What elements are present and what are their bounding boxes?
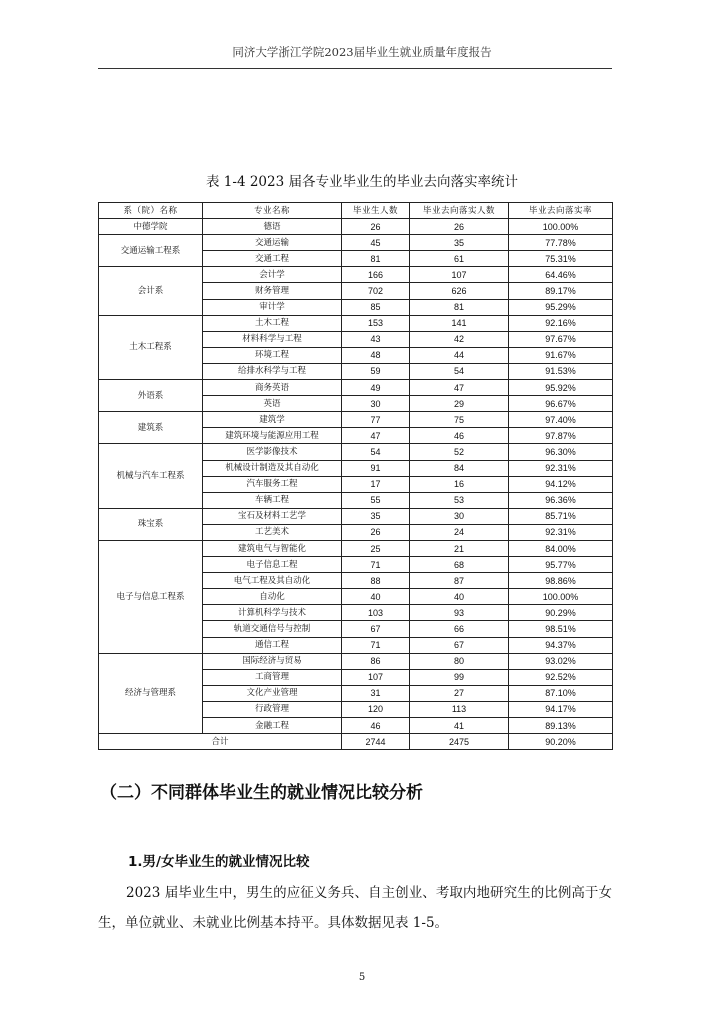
major-cell: 计算机科学与技术 xyxy=(203,605,342,621)
graduates-cell: 55 xyxy=(342,492,410,508)
major-cell: 自动化 xyxy=(203,589,342,605)
graduates-cell: 26 xyxy=(342,524,410,540)
column-header-placed: 毕业去向落实人数 xyxy=(410,203,509,219)
total-graduates: 2744 xyxy=(342,734,410,750)
placed-cell: 30 xyxy=(410,508,509,524)
table-row xyxy=(99,315,613,331)
graduates-cell: 25 xyxy=(342,540,410,556)
dept-cell: 会计系 xyxy=(99,267,203,315)
placed-cell: 44 xyxy=(410,347,509,363)
table-row xyxy=(99,235,613,251)
graduates-cell: 107 xyxy=(342,669,410,685)
rate-cell: 94.12% xyxy=(509,476,613,492)
dept-cell: 机械与汽车工程系 xyxy=(99,444,203,508)
placed-cell: 21 xyxy=(410,540,509,556)
major-cell: 审计学 xyxy=(203,299,342,315)
table-row xyxy=(99,219,613,235)
rate-cell: 64.46% xyxy=(509,267,613,283)
placed-cell: 27 xyxy=(410,685,509,701)
rate-cell: 96.36% xyxy=(509,492,613,508)
table-row xyxy=(99,540,613,556)
graduates-cell: 45 xyxy=(342,235,410,251)
rate-cell: 91.67% xyxy=(509,347,613,363)
placement-rate-table xyxy=(98,202,613,750)
placed-cell: 87 xyxy=(410,573,509,589)
graduates-cell: 49 xyxy=(342,380,410,396)
major-cell: 材料科学与工程 xyxy=(203,331,342,347)
rate-cell: 92.31% xyxy=(509,524,613,540)
placed-cell: 40 xyxy=(410,589,509,605)
placed-cell: 99 xyxy=(410,669,509,685)
graduates-cell: 48 xyxy=(342,347,410,363)
rate-cell: 98.86% xyxy=(509,573,613,589)
rate-cell: 98.51% xyxy=(509,621,613,637)
graduates-cell: 54 xyxy=(342,444,410,460)
placed-cell: 80 xyxy=(410,653,509,669)
rate-cell: 92.31% xyxy=(509,460,613,476)
placed-cell: 42 xyxy=(410,331,509,347)
graduates-cell: 120 xyxy=(342,701,410,717)
total-label: 合计 xyxy=(99,734,342,750)
placed-cell: 35 xyxy=(410,235,509,251)
graduates-cell: 35 xyxy=(342,508,410,524)
graduates-cell: 43 xyxy=(342,331,410,347)
placed-cell: 46 xyxy=(410,428,509,444)
major-cell: 行政管理 xyxy=(203,701,342,717)
graduates-cell: 67 xyxy=(342,621,410,637)
section-heading: （二）不同群体毕业生的就业情况比较分析 xyxy=(100,783,423,803)
placed-cell: 26 xyxy=(410,219,509,235)
rate-cell: 94.37% xyxy=(509,637,613,653)
rate-cell: 89.13% xyxy=(509,718,613,734)
placed-cell: 107 xyxy=(410,267,509,283)
rate-cell: 87.10% xyxy=(509,685,613,701)
rate-cell: 100.00% xyxy=(509,219,613,235)
placed-cell: 113 xyxy=(410,701,509,717)
dept-cell: 电子与信息工程系 xyxy=(99,540,203,653)
dept-cell: 外语系 xyxy=(99,380,203,412)
graduates-cell: 103 xyxy=(342,605,410,621)
placed-cell: 75 xyxy=(410,412,509,428)
major-cell: 宝石及材料工艺学 xyxy=(203,508,342,524)
table-row xyxy=(99,653,613,669)
major-cell: 给排水科学与工程 xyxy=(203,363,342,379)
dept-cell: 土木工程系 xyxy=(99,315,203,379)
rate-cell: 77.78% xyxy=(509,235,613,251)
major-cell: 建筑学 xyxy=(203,412,342,428)
placed-cell: 53 xyxy=(410,492,509,508)
major-cell: 金融工程 xyxy=(203,718,342,734)
total-placed: 2475 xyxy=(410,734,509,750)
table-row xyxy=(99,267,613,283)
rate-cell: 94.17% xyxy=(509,701,613,717)
graduates-cell: 702 xyxy=(342,283,410,299)
graduates-cell: 46 xyxy=(342,718,410,734)
rate-cell: 97.67% xyxy=(509,331,613,347)
major-cell: 建筑电气与智能化 xyxy=(203,540,342,556)
page-number: 5 xyxy=(358,972,366,983)
graduates-cell: 71 xyxy=(342,557,410,573)
major-cell: 建筑环境与能源应用工程 xyxy=(203,428,342,444)
rate-cell: 92.16% xyxy=(509,315,613,331)
placed-cell: 93 xyxy=(410,605,509,621)
graduates-cell: 47 xyxy=(342,428,410,444)
graduates-cell: 88 xyxy=(342,573,410,589)
table-header-row xyxy=(99,203,613,219)
placed-cell: 626 xyxy=(410,283,509,299)
rate-cell: 75.31% xyxy=(509,251,613,267)
table-row xyxy=(99,412,613,428)
major-cell: 机械设计制造及其自动化 xyxy=(203,460,342,476)
placed-cell: 47 xyxy=(410,380,509,396)
rate-cell: 96.30% xyxy=(509,444,613,460)
major-cell: 商务英语 xyxy=(203,380,342,396)
placed-cell: 68 xyxy=(410,557,509,573)
major-cell: 交通工程 xyxy=(203,251,342,267)
placed-cell: 84 xyxy=(410,460,509,476)
rate-cell: 92.52% xyxy=(509,669,613,685)
placed-cell: 29 xyxy=(410,396,509,412)
dept-cell: 中德学院 xyxy=(99,219,203,235)
major-cell: 交通运输 xyxy=(203,235,342,251)
dept-cell: 珠宝系 xyxy=(99,508,203,540)
body-paragraph: 2023 届毕业生中，男生的应征义务兵、自主创业、考取内地研究生的比例高于女生，单位就业、未就业比例基本持平。具体数据见表 1-5。 xyxy=(98,885,612,931)
graduates-cell: 81 xyxy=(342,251,410,267)
major-cell: 土木工程 xyxy=(203,315,342,331)
table-total-row xyxy=(99,734,613,750)
placed-cell: 24 xyxy=(410,524,509,540)
rate-cell: 89.17% xyxy=(509,283,613,299)
major-cell: 轨道交通信号与控制 xyxy=(203,621,342,637)
graduates-cell: 30 xyxy=(342,396,410,412)
column-header-rate: 毕业去向落实率 xyxy=(509,203,613,219)
column-header-major: 专业名称 xyxy=(203,203,342,219)
major-cell: 德语 xyxy=(203,219,342,235)
major-cell: 汽车服务工程 xyxy=(203,476,342,492)
column-header-dept: 系（院）名称 xyxy=(99,203,203,219)
graduates-cell: 59 xyxy=(342,363,410,379)
column-header-graduates: 毕业生人数 xyxy=(342,203,410,219)
major-cell: 医学影像技术 xyxy=(203,444,342,460)
header-divider xyxy=(98,68,612,69)
placed-cell: 54 xyxy=(410,363,509,379)
major-cell: 环境工程 xyxy=(203,347,342,363)
graduates-cell: 40 xyxy=(342,589,410,605)
rate-cell: 84.00% xyxy=(509,540,613,556)
table-row xyxy=(99,508,613,524)
major-cell: 会计学 xyxy=(203,267,342,283)
rate-cell: 100.00% xyxy=(509,589,613,605)
rate-cell: 96.67% xyxy=(509,396,613,412)
total-rate: 90.20% xyxy=(509,734,613,750)
graduates-cell: 166 xyxy=(342,267,410,283)
rate-cell: 95.92% xyxy=(509,380,613,396)
placed-cell: 66 xyxy=(410,621,509,637)
placed-cell: 61 xyxy=(410,251,509,267)
major-cell: 通信工程 xyxy=(203,637,342,653)
placed-cell: 141 xyxy=(410,315,509,331)
placed-cell: 52 xyxy=(410,444,509,460)
table-row xyxy=(99,444,613,460)
page-header: 同济大学浙江学院2023届毕业生就业质量年度报告 xyxy=(232,45,492,59)
rate-cell: 90.29% xyxy=(509,605,613,621)
subsection-heading: 1.男/女毕业生的就业情况比较 xyxy=(128,854,310,870)
dept-cell: 建筑系 xyxy=(99,412,203,444)
rate-cell: 93.02% xyxy=(509,653,613,669)
rate-cell: 95.29% xyxy=(509,299,613,315)
rate-cell: 95.77% xyxy=(509,557,613,573)
table-row xyxy=(99,380,613,396)
graduates-cell: 71 xyxy=(342,637,410,653)
major-cell: 文化产业管理 xyxy=(203,685,342,701)
graduates-cell: 85 xyxy=(342,299,410,315)
major-cell: 工商管理 xyxy=(203,669,342,685)
graduates-cell: 77 xyxy=(342,412,410,428)
dept-cell: 经济与管理系 xyxy=(99,653,203,733)
placed-cell: 67 xyxy=(410,637,509,653)
table-caption: 表 1-4 2023 届各专业毕业生的毕业去向落实率统计 xyxy=(206,174,518,190)
rate-cell: 91.53% xyxy=(509,363,613,379)
major-cell: 电气工程及其自动化 xyxy=(203,573,342,589)
table-body xyxy=(99,219,613,734)
major-cell: 工艺美术 xyxy=(203,524,342,540)
placed-cell: 81 xyxy=(410,299,509,315)
major-cell: 财务管理 xyxy=(203,283,342,299)
graduates-cell: 26 xyxy=(342,219,410,235)
rate-cell: 97.40% xyxy=(509,412,613,428)
major-cell: 车辆工程 xyxy=(203,492,342,508)
major-cell: 电子信息工程 xyxy=(203,557,342,573)
graduates-cell: 17 xyxy=(342,476,410,492)
graduates-cell: 91 xyxy=(342,460,410,476)
major-cell: 英语 xyxy=(203,396,342,412)
dept-cell: 交通运输工程系 xyxy=(99,235,203,267)
rate-cell: 97.87% xyxy=(509,428,613,444)
placed-cell: 16 xyxy=(410,476,509,492)
graduates-cell: 86 xyxy=(342,653,410,669)
major-cell: 国际经济与贸易 xyxy=(203,653,342,669)
placed-cell: 41 xyxy=(410,718,509,734)
graduates-cell: 153 xyxy=(342,315,410,331)
rate-cell: 85.71% xyxy=(509,508,613,524)
graduates-cell: 31 xyxy=(342,685,410,701)
